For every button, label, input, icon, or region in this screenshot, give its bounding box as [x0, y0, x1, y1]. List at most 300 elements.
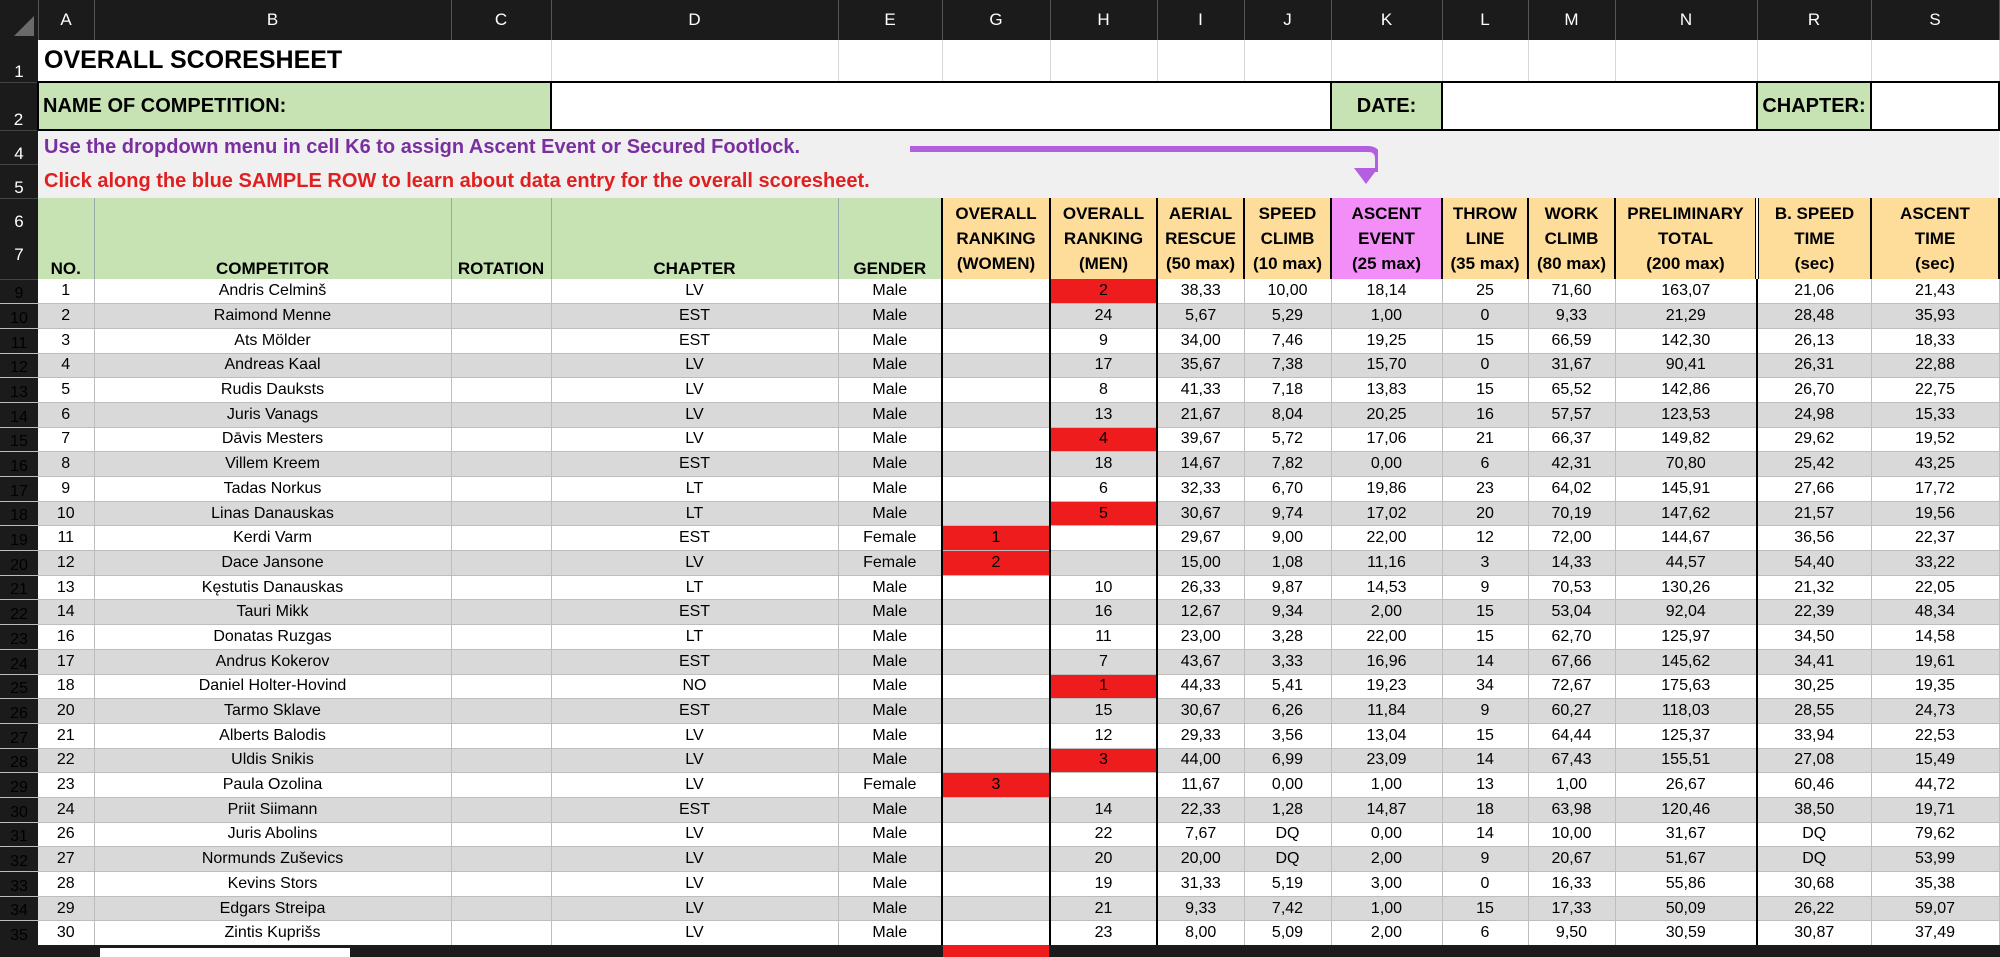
cell-b-speed-time[interactable]: 25,42	[1757, 452, 1871, 477]
cell[interactable]	[1442, 40, 1528, 82]
cell-ascent-time[interactable]: 22,88	[1871, 353, 1999, 378]
cell-throw-line[interactable]: 6	[1442, 921, 1528, 946]
cell-ranking-men[interactable]	[1050, 773, 1157, 798]
header-ranking-women[interactable]	[942, 198, 1050, 279]
row-header[interactable]: 13	[0, 378, 38, 403]
cell-competitor[interactable]: Ats Mölder	[94, 328, 451, 353]
cell-b-speed-time[interactable]: 36,56	[1757, 526, 1871, 551]
cell-chapter[interactable]: LT	[551, 477, 838, 502]
cell[interactable]	[551, 40, 838, 82]
sheet-tab[interactable]	[100, 948, 350, 957]
cell-b-speed-time[interactable]: 27,66	[1757, 477, 1871, 502]
cell-gender[interactable]: Male	[838, 402, 942, 427]
header-preliminary-total[interactable]	[1615, 198, 1757, 279]
cell-rotation[interactable]	[451, 501, 551, 526]
cell-ranking-women[interactable]	[942, 896, 1050, 921]
cell-rotation[interactable]	[451, 551, 551, 576]
cell-rotation[interactable]	[451, 921, 551, 946]
cell-preliminary-total[interactable]: 26,67	[1615, 773, 1757, 798]
cell-aerial-rescue[interactable]: 23,00	[1157, 625, 1244, 650]
cell-competitor[interactable]: Villem Kreem	[94, 452, 451, 477]
cell-gender[interactable]: Male	[838, 304, 942, 329]
cell-gender[interactable]: Male	[838, 872, 942, 897]
cell-rotation[interactable]	[451, 600, 551, 625]
cell-preliminary-total[interactable]: 118,03	[1615, 699, 1757, 724]
cell-ascent-event[interactable]: 14,87	[1331, 797, 1442, 822]
cell-chapter[interactable]: LV	[551, 378, 838, 403]
cell-ranking-women[interactable]	[942, 378, 1050, 403]
cell-competitor[interactable]: Raimond Menne	[94, 304, 451, 329]
cell[interactable]	[1244, 40, 1331, 82]
cell-throw-line[interactable]: 9	[1442, 575, 1528, 600]
cell-speed-climb[interactable]: 1,28	[1244, 797, 1331, 822]
column-header[interactable]: L	[1442, 0, 1528, 40]
cell-ranking-men[interactable]: 1	[1050, 674, 1157, 699]
cell-ascent-time[interactable]: 19,71	[1871, 797, 1999, 822]
cell-ascent-event[interactable]: 13,04	[1331, 723, 1442, 748]
cell-rotation[interactable]	[451, 477, 551, 502]
row-header[interactable]: 21	[0, 575, 38, 600]
cell-aerial-rescue[interactable]: 14,67	[1157, 452, 1244, 477]
cell[interactable]	[1871, 40, 1999, 82]
cell-speed-climb[interactable]: 3,28	[1244, 625, 1331, 650]
column-header[interactable]: A	[38, 0, 94, 40]
cell-work-climb[interactable]: 67,66	[1528, 649, 1615, 674]
header-work-climb[interactable]	[1528, 198, 1615, 279]
cell-competitor[interactable]: Normunds Zuševics	[94, 847, 451, 872]
row-header[interactable]: 35	[0, 921, 38, 946]
cell-aerial-rescue[interactable]: 30,67	[1157, 501, 1244, 526]
cell-gender[interactable]: Male	[838, 279, 942, 304]
cell-preliminary-total[interactable]: 142,86	[1615, 378, 1757, 403]
cell-speed-climb[interactable]: 5,19	[1244, 872, 1331, 897]
column-header[interactable]: H	[1050, 0, 1157, 40]
cell-chapter[interactable]: EST	[551, 304, 838, 329]
cell-ranking-men[interactable]: 10	[1050, 575, 1157, 600]
cell-b-speed-time[interactable]: 28,48	[1757, 304, 1871, 329]
cell-ascent-time[interactable]: 21,43	[1871, 279, 1999, 304]
cell-competitor[interactable]: Tadas Norkus	[94, 477, 451, 502]
cell-no[interactable]: 6	[38, 402, 94, 427]
cell-competitor[interactable]: Priit Siimann	[94, 797, 451, 822]
cell-competitor[interactable]: Daniel Holter-Hovind	[94, 674, 451, 699]
cell[interactable]	[1528, 40, 1615, 82]
cell-aerial-rescue[interactable]: 44,00	[1157, 748, 1244, 773]
cell-aerial-rescue[interactable]: 11,67	[1157, 773, 1244, 798]
cell-b-speed-time[interactable]: 38,50	[1757, 797, 1871, 822]
cell-aerial-rescue[interactable]: 29,33	[1157, 723, 1244, 748]
cell-throw-line[interactable]: 34	[1442, 674, 1528, 699]
row-header[interactable]: 18	[0, 501, 38, 526]
cell-ranking-women[interactable]	[942, 847, 1050, 872]
cell-speed-climb[interactable]: 0,00	[1244, 773, 1331, 798]
cell-no[interactable]: 11	[38, 526, 94, 551]
cell-ascent-time[interactable]: 17,72	[1871, 477, 1999, 502]
cell-ranking-men[interactable]: 12	[1050, 723, 1157, 748]
cell-ranking-women[interactable]	[942, 501, 1050, 526]
cell-ranking-women[interactable]	[942, 699, 1050, 724]
cell-throw-line[interactable]: 14	[1442, 822, 1528, 847]
cell-ranking-women[interactable]	[942, 575, 1050, 600]
cell-ascent-event[interactable]: 3,00	[1331, 872, 1442, 897]
cell-aerial-rescue[interactable]: 43,67	[1157, 649, 1244, 674]
cell-ranking-women[interactable]	[942, 921, 1050, 946]
cell-ascent-time[interactable]: 18,33	[1871, 328, 1999, 353]
cell-b-speed-time[interactable]: 34,50	[1757, 625, 1871, 650]
column-header[interactable]: I	[1157, 0, 1244, 40]
cell-work-climb[interactable]: 70,53	[1528, 575, 1615, 600]
cell-work-climb[interactable]: 42,31	[1528, 452, 1615, 477]
cell-speed-climb[interactable]: 3,33	[1244, 649, 1331, 674]
cell-preliminary-total[interactable]: 44,57	[1615, 551, 1757, 576]
cell-preliminary-total[interactable]: 142,30	[1615, 328, 1757, 353]
cell-gender[interactable]: Female	[838, 551, 942, 576]
cell-ascent-event[interactable]: 0,00	[1331, 822, 1442, 847]
cell-ascent-time[interactable]: 15,33	[1871, 402, 1999, 427]
cell-no[interactable]: 3	[38, 328, 94, 353]
cell-ranking-men[interactable]: 21	[1050, 896, 1157, 921]
cell-chapter[interactable]: LV	[551, 748, 838, 773]
row-header[interactable]: 9	[0, 279, 38, 304]
cell-ascent-event[interactable]: 1,00	[1331, 304, 1442, 329]
cell-ranking-women[interactable]	[942, 649, 1050, 674]
cell-preliminary-total[interactable]: 145,91	[1615, 477, 1757, 502]
cell-competitor[interactable]: Tarmo Sklave	[94, 699, 451, 724]
cell-no[interactable]: 18	[38, 674, 94, 699]
cell-no[interactable]: 30	[38, 921, 94, 946]
cell-chapter[interactable]: EST	[551, 649, 838, 674]
cell-work-climb[interactable]: 64,44	[1528, 723, 1615, 748]
cell-work-climb[interactable]: 65,52	[1528, 378, 1615, 403]
cell-b-speed-time[interactable]: 27,08	[1757, 748, 1871, 773]
cell[interactable]	[1757, 40, 1871, 82]
cell-gender[interactable]: Male	[838, 748, 942, 773]
cell-ascent-event[interactable]: 2,00	[1331, 847, 1442, 872]
cell-chapter[interactable]: LV	[551, 896, 838, 921]
cell-chapter[interactable]: LV	[551, 402, 838, 427]
cell-no[interactable]: 1	[38, 279, 94, 304]
cell-chapter[interactable]: EST	[551, 797, 838, 822]
row-header[interactable]: 28	[0, 748, 38, 773]
cell-competitor[interactable]: Kevins Stors	[94, 872, 451, 897]
cell-competitor[interactable]: Uldis Snikis	[94, 748, 451, 773]
cell-preliminary-total[interactable]: 147,62	[1615, 501, 1757, 526]
cell-preliminary-total[interactable]: 149,82	[1615, 427, 1757, 452]
cell-throw-line[interactable]: 15	[1442, 328, 1528, 353]
cell-work-climb[interactable]: 14,33	[1528, 551, 1615, 576]
cell-ascent-time[interactable]: 37,49	[1871, 921, 1999, 946]
row-header[interactable]: 2	[0, 82, 38, 130]
cell-competitor[interactable]: Rudis Dauksts	[94, 378, 451, 403]
cell-throw-line[interactable]: 21	[1442, 427, 1528, 452]
header-aerial-rescue[interactable]	[1157, 198, 1244, 279]
cell-ranking-men[interactable]: 24	[1050, 304, 1157, 329]
row-header[interactable]: 27	[0, 723, 38, 748]
cell-ranking-women[interactable]	[942, 600, 1050, 625]
cell-no[interactable]: 10	[38, 501, 94, 526]
cell-ascent-time[interactable]: 59,07	[1871, 896, 1999, 921]
cell-ascent-event[interactable]: 2,00	[1331, 921, 1442, 946]
cell-speed-climb[interactable]: 7,42	[1244, 896, 1331, 921]
row-header[interactable]: 10	[0, 304, 38, 329]
cell-preliminary-total[interactable]: 50,09	[1615, 896, 1757, 921]
cell-ascent-time[interactable]: 19,56	[1871, 501, 1999, 526]
cell-chapter[interactable]: EST	[551, 452, 838, 477]
cell-ranking-women[interactable]	[942, 872, 1050, 897]
row-header[interactable]: 4	[0, 130, 38, 164]
cell-chapter[interactable]: LV	[551, 847, 838, 872]
header-b-speed-time[interactable]	[1757, 198, 1871, 279]
cell-gender[interactable]: Male	[838, 477, 942, 502]
cell[interactable]	[838, 40, 942, 82]
cell-rotation[interactable]	[451, 427, 551, 452]
row-header[interactable]: 32	[0, 847, 38, 872]
cell-work-climb[interactable]: 57,57	[1528, 402, 1615, 427]
cell-speed-climb[interactable]: 7,82	[1244, 452, 1331, 477]
column-header[interactable]: B	[94, 0, 451, 40]
header-competitor[interactable]: COMPETITOR	[94, 198, 451, 279]
cell-rotation[interactable]	[451, 378, 551, 403]
cell-competitor[interactable]: Dāvis Mesters	[94, 427, 451, 452]
column-header[interactable]: M	[1528, 0, 1615, 40]
cell-b-speed-time[interactable]: 30,68	[1757, 872, 1871, 897]
cell-ranking-men[interactable]: 8	[1050, 378, 1157, 403]
cell-preliminary-total[interactable]: 21,29	[1615, 304, 1757, 329]
column-header[interactable]: E	[838, 0, 942, 40]
cell-chapter[interactable]: LT	[551, 575, 838, 600]
cell-ascent-event[interactable]: 19,23	[1331, 674, 1442, 699]
cell-no[interactable]: 26	[38, 822, 94, 847]
cell-no[interactable]: 8	[38, 452, 94, 477]
cell-competitor[interactable]: Kęstutis Danauskas	[94, 575, 451, 600]
cell-no[interactable]: 2	[38, 304, 94, 329]
cell-ascent-time[interactable]: 35,93	[1871, 304, 1999, 329]
cell-b-speed-time[interactable]: 24,98	[1757, 402, 1871, 427]
cell-no[interactable]: 29	[38, 896, 94, 921]
cell-rotation[interactable]	[451, 699, 551, 724]
cell-ranking-women[interactable]	[942, 279, 1050, 304]
cell-ascent-time[interactable]: 33,22	[1871, 551, 1999, 576]
row-header[interactable]: 34	[0, 896, 38, 921]
cell-rotation[interactable]	[451, 896, 551, 921]
cell-chapter[interactable]: LV	[551, 551, 838, 576]
cell-b-speed-time[interactable]: 21,57	[1757, 501, 1871, 526]
cell-chapter[interactable]: LV	[551, 773, 838, 798]
cell-throw-line[interactable]: 15	[1442, 723, 1528, 748]
column-header[interactable]: G	[942, 0, 1050, 40]
cell-aerial-rescue[interactable]: 39,67	[1157, 427, 1244, 452]
cell-chapter[interactable]: EST	[551, 600, 838, 625]
cell-gender[interactable]: Male	[838, 921, 942, 946]
cell-no[interactable]: 9	[38, 477, 94, 502]
cell-throw-line[interactable]: 0	[1442, 353, 1528, 378]
cell-ranking-women[interactable]	[942, 452, 1050, 477]
row-header[interactable]: 26	[0, 699, 38, 724]
cell-preliminary-total[interactable]: 144,67	[1615, 526, 1757, 551]
cell-gender[interactable]: Male	[838, 649, 942, 674]
cell-ranking-women[interactable]	[942, 674, 1050, 699]
cell-ranking-men[interactable]: 2	[1050, 279, 1157, 304]
cell-chapter[interactable]: NO	[551, 674, 838, 699]
cell-rotation[interactable]	[451, 847, 551, 872]
cell-gender[interactable]: Male	[838, 452, 942, 477]
cell-chapter[interactable]: LV	[551, 723, 838, 748]
cell-ascent-event[interactable]: 1,00	[1331, 773, 1442, 798]
header-speed-climb[interactable]	[1244, 198, 1331, 279]
cell-preliminary-total[interactable]: 123,53	[1615, 402, 1757, 427]
cell-preliminary-total[interactable]: 55,86	[1615, 872, 1757, 897]
cell-rotation[interactable]	[451, 328, 551, 353]
cell-competitor[interactable]: Dace Jansone	[94, 551, 451, 576]
cell-aerial-rescue[interactable]: 26,33	[1157, 575, 1244, 600]
row-header[interactable]: 14	[0, 402, 38, 427]
cell-chapter[interactable]: LV	[551, 872, 838, 897]
cell-preliminary-total[interactable]: 125,37	[1615, 723, 1757, 748]
cell-b-speed-time[interactable]: 33,94	[1757, 723, 1871, 748]
cell-ascent-time[interactable]: 24,73	[1871, 699, 1999, 724]
cell-throw-line[interactable]: 14	[1442, 649, 1528, 674]
cell-b-speed-time[interactable]: 21,32	[1757, 575, 1871, 600]
cell-competitor[interactable]: Juris Abolins	[94, 822, 451, 847]
cell-ascent-time[interactable]: 35,38	[1871, 872, 1999, 897]
cell-ranking-men[interactable]	[1050, 526, 1157, 551]
cell-speed-climb[interactable]: 10,00	[1244, 279, 1331, 304]
cell-ranking-men[interactable]: 6	[1050, 477, 1157, 502]
cell-rotation[interactable]	[451, 402, 551, 427]
cell-competitor[interactable]: Donatas Ruzgas	[94, 625, 451, 650]
cell-ascent-event[interactable]: 14,53	[1331, 575, 1442, 600]
cell-work-climb[interactable]: 53,04	[1528, 600, 1615, 625]
cell-ranking-men[interactable]: 15	[1050, 699, 1157, 724]
cell-gender[interactable]: Male	[838, 674, 942, 699]
cell-aerial-rescue[interactable]: 15,00	[1157, 551, 1244, 576]
cell-work-climb[interactable]: 67,43	[1528, 748, 1615, 773]
cell-speed-climb[interactable]: 9,74	[1244, 501, 1331, 526]
cell-no[interactable]: 7	[38, 427, 94, 452]
select-all-corner[interactable]	[0, 0, 38, 40]
cell-gender[interactable]: Female	[838, 526, 942, 551]
row-header[interactable]: 12	[0, 353, 38, 378]
cell-throw-line[interactable]: 25	[1442, 279, 1528, 304]
cell[interactable]	[1331, 40, 1442, 82]
cell-aerial-rescue[interactable]: 8,00	[1157, 921, 1244, 946]
cell-chapter[interactable]: LV	[551, 279, 838, 304]
cell-work-climb[interactable]: 60,27	[1528, 699, 1615, 724]
cell-ascent-time[interactable]: 15,49	[1871, 748, 1999, 773]
cell-no[interactable]: 22	[38, 748, 94, 773]
cell-b-speed-time[interactable]: 26,31	[1757, 353, 1871, 378]
cell-ascent-event[interactable]: 11,84	[1331, 699, 1442, 724]
cell-throw-line[interactable]: 15	[1442, 625, 1528, 650]
cell-b-speed-time[interactable]: DQ	[1757, 847, 1871, 872]
cell-preliminary-total[interactable]: 175,63	[1615, 674, 1757, 699]
cell-aerial-rescue[interactable]: 34,00	[1157, 328, 1244, 353]
cell-b-speed-time[interactable]: 60,46	[1757, 773, 1871, 798]
cell-ranking-women[interactable]: 2	[942, 551, 1050, 576]
cell-no[interactable]: 23	[38, 773, 94, 798]
header-chapter[interactable]: CHAPTER	[551, 198, 838, 279]
cell-aerial-rescue[interactable]: 38,33	[1157, 279, 1244, 304]
cell-ascent-time[interactable]: 79,62	[1871, 822, 1999, 847]
cell-preliminary-total[interactable]: 130,26	[1615, 575, 1757, 600]
cell-b-speed-time[interactable]: 26,13	[1757, 328, 1871, 353]
cell-preliminary-total[interactable]: 92,04	[1615, 600, 1757, 625]
cell-ascent-event[interactable]: 23,09	[1331, 748, 1442, 773]
cell-aerial-rescue[interactable]: 29,67	[1157, 526, 1244, 551]
cell-ascent-time[interactable]: 14,58	[1871, 625, 1999, 650]
cell-ranking-women[interactable]	[942, 427, 1050, 452]
column-header[interactable]: J	[1244, 0, 1331, 40]
cell-aerial-rescue[interactable]: 41,33	[1157, 378, 1244, 403]
cell-gender[interactable]: Male	[838, 847, 942, 872]
cell-throw-line[interactable]: 15	[1442, 378, 1528, 403]
cell-rotation[interactable]	[451, 625, 551, 650]
cell-speed-climb[interactable]: 8,04	[1244, 402, 1331, 427]
cell-work-climb[interactable]: 64,02	[1528, 477, 1615, 502]
cell-ascent-time[interactable]: 43,25	[1871, 452, 1999, 477]
cell-no[interactable]: 28	[38, 872, 94, 897]
cell-ranking-men[interactable]: 17	[1050, 353, 1157, 378]
row-header[interactable]: 5	[0, 164, 38, 198]
cell-work-climb[interactable]: 1,00	[1528, 773, 1615, 798]
column-header[interactable]: D	[551, 0, 838, 40]
cell-throw-line[interactable]: 6	[1442, 452, 1528, 477]
cell-work-climb[interactable]: 17,33	[1528, 896, 1615, 921]
cell-gender[interactable]: Male	[838, 625, 942, 650]
row-header[interactable]: 24	[0, 649, 38, 674]
cell-competitor[interactable]: Tauri Mikk	[94, 600, 451, 625]
cell-b-speed-time[interactable]: 30,87	[1757, 921, 1871, 946]
cell-preliminary-total[interactable]: 70,80	[1615, 452, 1757, 477]
cell-gender[interactable]: Male	[838, 575, 942, 600]
cell-ranking-women[interactable]	[942, 797, 1050, 822]
row-header[interactable]: 33	[0, 872, 38, 897]
cell-b-speed-time[interactable]: 21,06	[1757, 279, 1871, 304]
cell-ranking-men[interactable]: 16	[1050, 600, 1157, 625]
cell-speed-climb[interactable]: 5,72	[1244, 427, 1331, 452]
cell-rotation[interactable]	[451, 279, 551, 304]
cell-competitor[interactable]: Linas Danauskas	[94, 501, 451, 526]
cell-aerial-rescue[interactable]: 32,33	[1157, 477, 1244, 502]
cell-rotation[interactable]	[451, 353, 551, 378]
cell-competitor[interactable]: Alberts Balodis	[94, 723, 451, 748]
cell-ranking-men[interactable]	[1050, 551, 1157, 576]
cell-gender[interactable]: Male	[838, 378, 942, 403]
cell-throw-line[interactable]: 13	[1442, 773, 1528, 798]
cell[interactable]	[1157, 40, 1244, 82]
cell-competitor[interactable]: Paula Ozolina	[94, 773, 451, 798]
row-header[interactable]: 30	[0, 797, 38, 822]
cell-ranking-men[interactable]: 3	[1050, 748, 1157, 773]
cell-aerial-rescue[interactable]: 12,67	[1157, 600, 1244, 625]
cell-ranking-women[interactable]	[942, 402, 1050, 427]
cell-aerial-rescue[interactable]: 31,33	[1157, 872, 1244, 897]
cell-b-speed-time[interactable]: 54,40	[1757, 551, 1871, 576]
cell-aerial-rescue[interactable]: 44,33	[1157, 674, 1244, 699]
cell-preliminary-total[interactable]: 163,07	[1615, 279, 1757, 304]
header-ascent-time[interactable]	[1871, 198, 1999, 279]
row-header[interactable]: 19	[0, 526, 38, 551]
row-header[interactable]: 20	[0, 551, 38, 576]
column-header[interactable]: K	[1331, 0, 1442, 40]
cell-ranking-men[interactable]: 7	[1050, 649, 1157, 674]
cell-gender[interactable]: Male	[838, 797, 942, 822]
header-ascent-event-dropdown[interactable]	[1331, 198, 1442, 279]
cell-speed-climb[interactable]: 7,38	[1244, 353, 1331, 378]
column-header[interactable]: N	[1615, 0, 1757, 40]
cell-throw-line[interactable]: 9	[1442, 699, 1528, 724]
cell-throw-line[interactable]: 9	[1442, 847, 1528, 872]
